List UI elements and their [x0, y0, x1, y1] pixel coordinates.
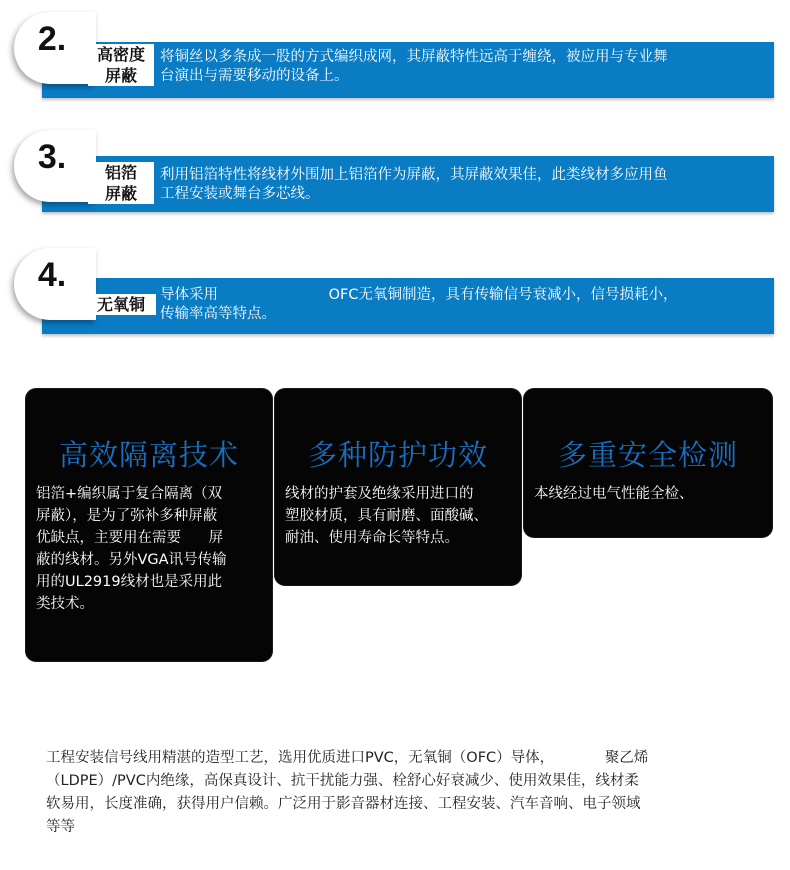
- feature-label: 铝箔 屏蔽: [88, 162, 154, 204]
- feature-oxygen-free-copper: [0, 236, 790, 336]
- feature-number: 3.: [37, 138, 67, 176]
- feature-description: 利用铝箔特性将线材外围加上铝箔作为屏蔽，其屏蔽效果佳，此类线材多应用鱼 工程安装或舞台多芯线。: [160, 167, 668, 202]
- feature-label: 高密度 屏蔽: [88, 44, 154, 86]
- feature-label: 无氧铜: [86, 294, 156, 315]
- panel-title: 多种防护功效: [307, 438, 488, 472]
- panel-body: 线材的护套及绝缘采用进口的 塑胶材质，具有耐磨、面酸碱、 耐油、使用寿命长等特点。: [285, 486, 488, 546]
- feature-number: 4.: [37, 256, 67, 294]
- product-summary: 工程安装信号线用精湛的造型工艺，选用优质进口PVC，无氧铜（OFC）导体， 聚乙烯 （LDPE）/PVC内绝缘，高保真设计、抗干扰能力强、栓舒心好衰减少、使用效果佳，线材柔 软易用，长度准确，获得用户信赖。广泛用于影音器材连接、工程安装、汽车音响、电子领域 等等: [46, 750, 649, 835]
- feature-high-density-shield: [0, 0, 790, 100]
- feature-description: 将铜丝以多条成一股的方式编织成网，其屏蔽特性远高于缠绕，被应用与专业舞 台演出与需要移动的设备上。: [160, 49, 668, 84]
- panel-protection: [275, 389, 521, 585]
- panel-isolation-tech: [26, 389, 272, 661]
- feature-number: 2.: [37, 20, 67, 58]
- panel-body: 铝箔+编织属于复合隔离（双 屏蔽），是为了弥补多种屏蔽 优缺点，主要用在需要 屏 蔽的线材。另外VGA讯号传输 用的UL2919线材也是采用此 类技术。: [36, 486, 227, 612]
- panel-body: 本线经过电气性能全检、: [534, 486, 694, 502]
- panel-title: 多重安全检测: [557, 438, 738, 472]
- feature-description: 导体采用 OFC无氧铜制造，具有传输信号衰减小，信号损耗小， 传输率高等特点。: [160, 287, 678, 322]
- feature-foil-shield: [0, 118, 790, 218]
- panel-safety-test: [524, 389, 772, 537]
- panel-title: 高效隔离技术: [58, 438, 239, 472]
